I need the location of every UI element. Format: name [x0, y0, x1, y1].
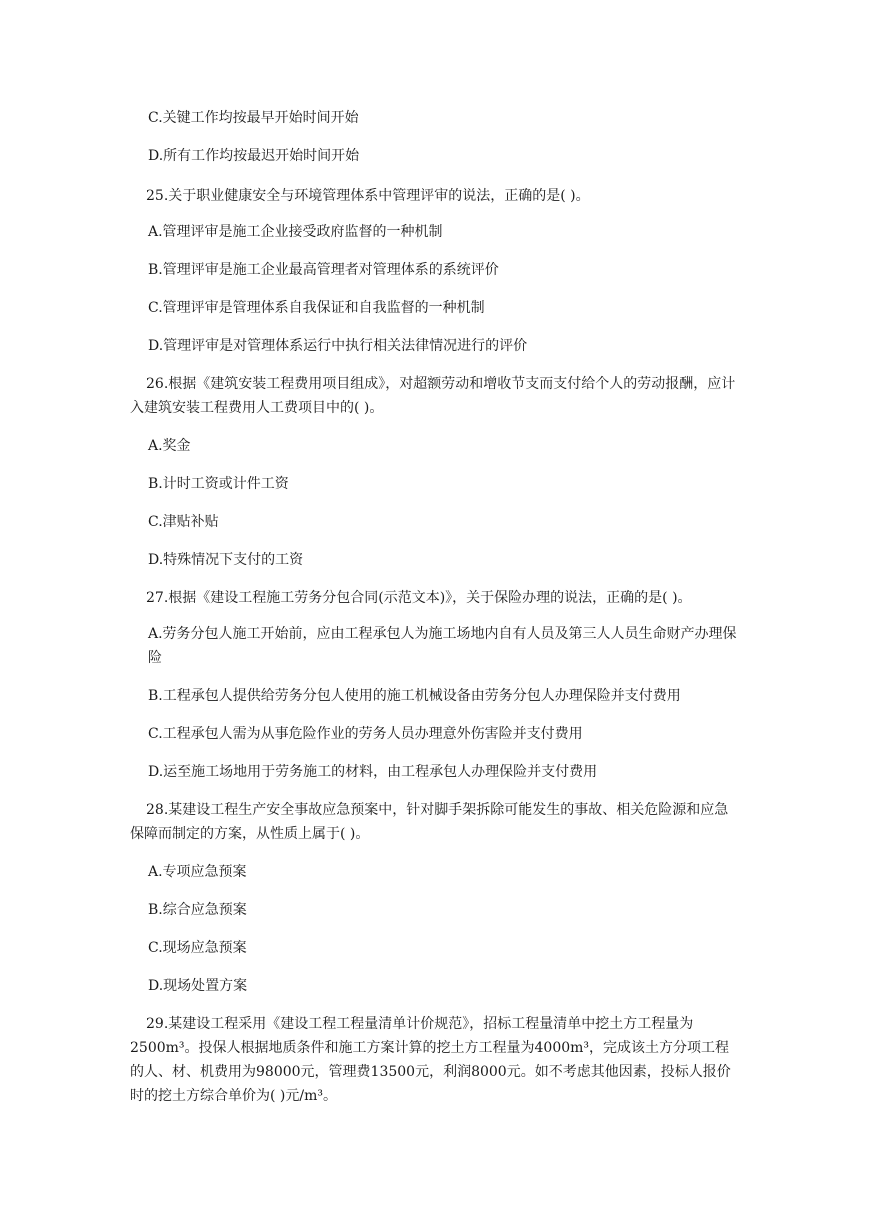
option-b-q28: B.综合应急预案	[148, 902, 247, 918]
question-26: 26.根据《建筑安装工程费用项目组成》，对超额劳动和增收节支而支付给个人的劳动报酬，应计入建筑安装工程费用人工费项目中的( )。	[130, 376, 736, 416]
question-28: 28.某建设工程生产安全事故应急预案中，针对脚手架拆除可能发生的事故、相关危险源和应急保障而制定的方案，从性质上属于( )。	[130, 802, 729, 842]
question-27: 27.根据《建设工程施工劳务分包合同(示范文本)》，关于保险办理的说法，正确的是( )。	[146, 590, 692, 606]
option-c-q24: C.关键工作均按最早开始时间开始	[148, 110, 359, 126]
option-a-q27: A.劳务分包人施工开始前，应由工程承包人为施工场地内自有人员及第三人人员生命财产办理保险	[148, 626, 737, 666]
option-d-q26: D.特殊情况下支付的工资	[148, 552, 304, 568]
option-b-q25: B.管理评审是施工企业最高管理者对管理体系的系统评价	[148, 262, 499, 278]
option-d-q24: D.所有工作均按最迟开始时间开始	[148, 148, 360, 164]
option-a-q28: A.专项应急预案	[148, 864, 247, 880]
option-a-q25: A.管理评审是施工企业接受政府监督的一种机制	[148, 224, 443, 240]
question-29: 29.某建设工程采用《建设工程工程量清单计价规范》，招标工程量清单中挖土方工程量为2500m³。投保人根据地质条件和施工方案计算的挖土方工程量为4000m³，完成该土方分项工程的人、材、机费用为98000元，管理费13500元，利润8000元。如不考虑其他因素，投标人报价时的挖土方综合单价为( )元/m³。	[130, 1016, 731, 1104]
option-c-q26: C.津贴补贴	[148, 514, 219, 530]
option-d-q27: D.运至施工场地用于劳务施工的材料，由工程承包人办理保险并支付费用	[148, 764, 598, 780]
option-c-q27: C.工程承包人需为从事危险作业的劳务人员办理意外伤害险并支付费用	[148, 726, 583, 742]
option-c-q25: C.管理评审是管理体系自我保证和自我监督的一种机制	[148, 300, 485, 316]
option-b-q27: B.工程承包人提供给劳务分包人使用的施工机械设备由劳务分包人办理保险并支付费用	[148, 688, 681, 704]
option-a-q26: A.奖金	[148, 438, 191, 454]
option-b-q26: B.计时工资或计件工资	[148, 476, 289, 492]
option-c-q28: C.现场应急预案	[148, 940, 247, 956]
option-d-q25: D.管理评审是对管理体系运行中执行相关法律情况进行的评价	[148, 338, 528, 354]
option-d-q28: D.现场处置方案	[148, 978, 248, 994]
question-25: 25.关于职业健康安全与环境管理体系中管理评审的说法，正确的是( )。	[146, 188, 590, 204]
